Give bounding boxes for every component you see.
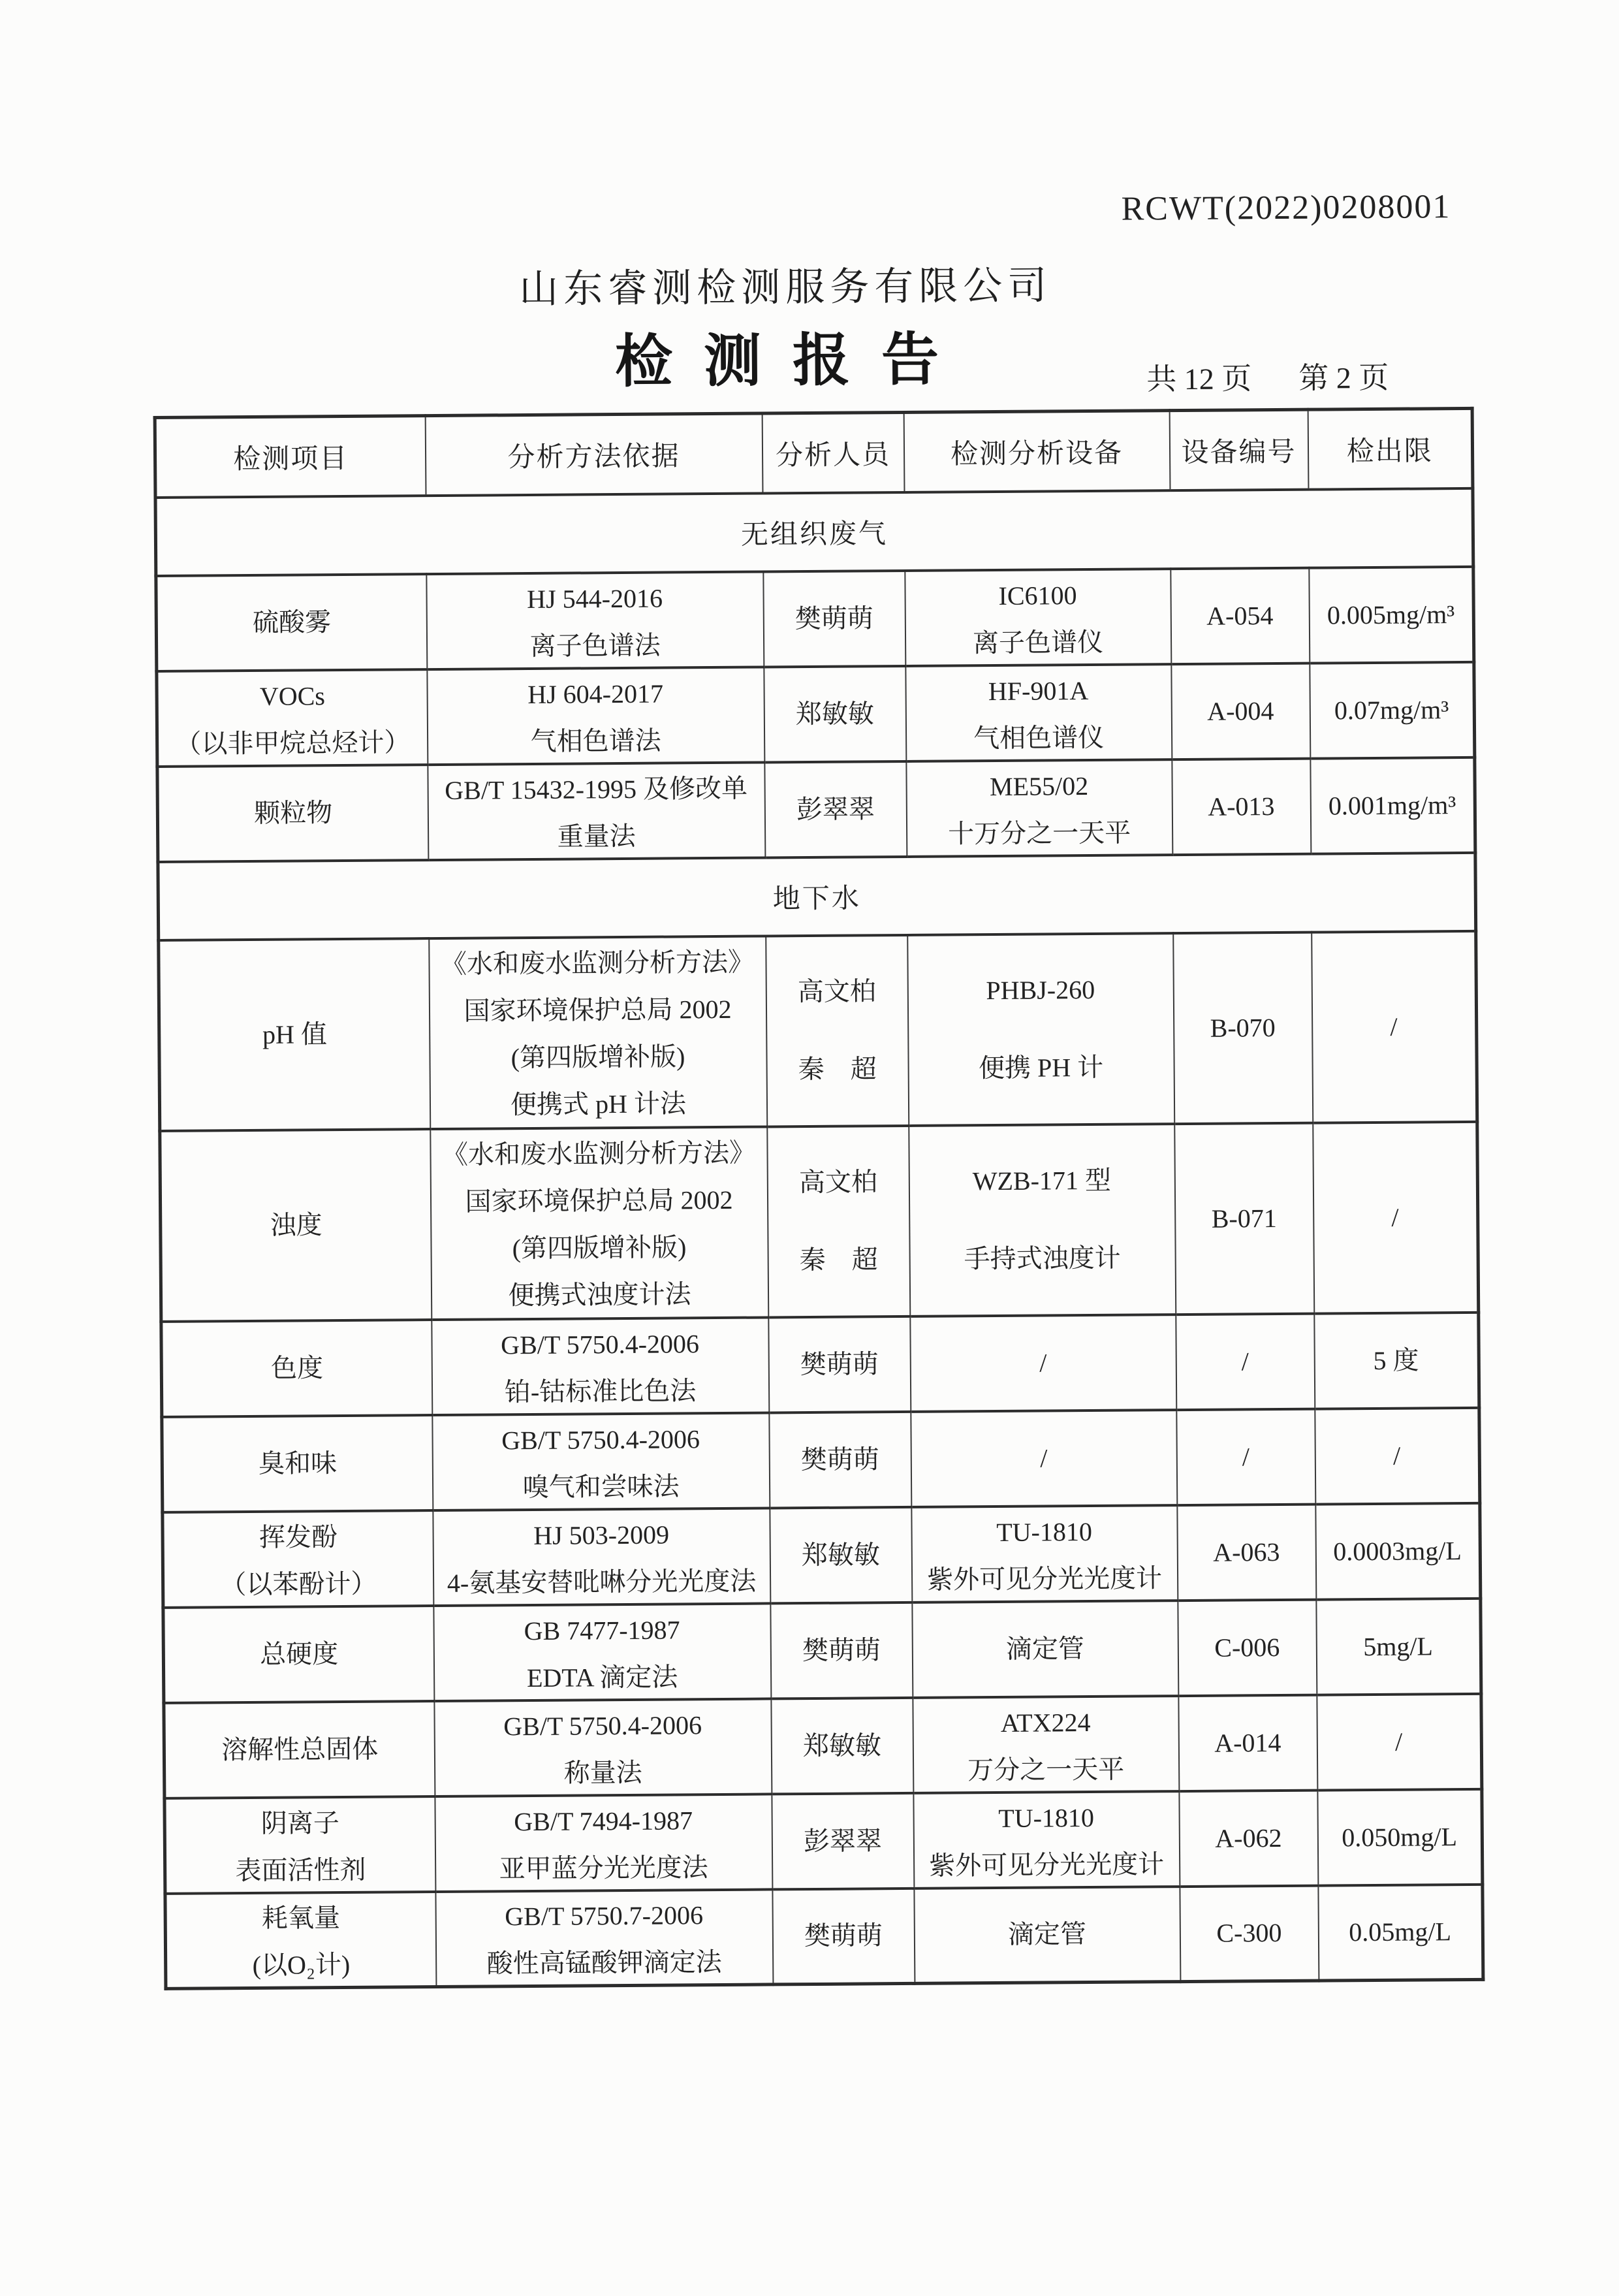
- cell-method: [435, 1889, 773, 1987]
- cell-method: [428, 762, 765, 860]
- cell-line: 彭翠翠: [803, 1825, 883, 1856]
- cell-equipment: [910, 1315, 1176, 1412]
- cell-line: （以非甲烷总烃计）: [175, 727, 411, 759]
- section-row: [155, 488, 1473, 575]
- section-row: [158, 852, 1476, 940]
- cell-line: 离子色谱仪: [972, 627, 1104, 658]
- cell-equipment: [913, 1791, 1180, 1889]
- cell-line: 郑敏敏: [802, 1730, 882, 1761]
- cell-method: [430, 1126, 768, 1320]
- cell-line: /: [1040, 1443, 1048, 1473]
- cell-line: TU-1810: [996, 1516, 1093, 1547]
- cell-line: 5 度: [1373, 1345, 1419, 1375]
- cell-line: 浊度: [270, 1209, 322, 1240]
- cell-analyst: [768, 1316, 911, 1412]
- cell-method: [429, 936, 767, 1129]
- cell-detection-limit: [1318, 1884, 1483, 1981]
- cell-item: [157, 765, 428, 862]
- pagination: [1146, 354, 1389, 399]
- cell-line: 阴离子: [260, 1808, 340, 1838]
- cell-equipment: [906, 759, 1172, 857]
- cell-equipment-no: [1174, 1123, 1314, 1314]
- header-cell-equipment: 检测分析设备: [904, 411, 1170, 492]
- header-cell-equipment-no: 设备编号: [1169, 409, 1308, 490]
- cell-line: 耗氧量: [261, 1903, 341, 1934]
- cell-line: ME55/02: [989, 771, 1089, 801]
- cell-line: 郑敏敏: [795, 698, 874, 729]
- cell-line: 樊萌萌: [800, 1444, 879, 1475]
- cell-detection-limit: [1317, 1693, 1482, 1790]
- cell-line: 秦 超: [799, 1245, 878, 1275]
- cell-analyst: [767, 1125, 910, 1317]
- cell-line: 紫外可见分光光度计: [928, 1849, 1165, 1881]
- cell-line: IC6100: [998, 580, 1077, 611]
- cell-detection-limit: [1309, 566, 1474, 663]
- cell-line: /: [1391, 1202, 1399, 1232]
- cell-line: 樊萌萌: [804, 1921, 883, 1951]
- header-cell-detection-limit: 检出限: [1308, 408, 1473, 489]
- cell-line: GB/T 5750.4-2006: [501, 1424, 700, 1455]
- cell-equipment: [905, 664, 1172, 761]
- cell-line: 臭和味: [258, 1448, 338, 1478]
- header-cell-item: 检测项目: [155, 416, 426, 498]
- cell-method: [427, 667, 764, 765]
- cell-line: 总硬度: [259, 1638, 339, 1669]
- cell-analyst: [764, 761, 907, 857]
- cell-line: 国家环境保护总局 2002: [464, 994, 732, 1026]
- cell-line: 秦 超: [798, 1054, 877, 1084]
- cell-line: 颗粒物: [253, 797, 333, 828]
- cell-equipment: [911, 1410, 1177, 1507]
- report-table: [153, 407, 1485, 1990]
- table-row: [157, 662, 1475, 766]
- cell-line: C-006: [1214, 1632, 1280, 1663]
- cell-line: 滴定管: [1005, 1633, 1084, 1664]
- cell-equipment-no: [1172, 758, 1311, 854]
- cell-line: 0.07mg/m³: [1334, 694, 1449, 725]
- cell-equipment: [905, 569, 1171, 666]
- cell-item: [156, 574, 427, 671]
- section-label: 无组织废气: [155, 488, 1473, 575]
- cell-line: B-071: [1211, 1203, 1277, 1234]
- section-label: 地下水: [158, 852, 1476, 940]
- cell-line: 国家环境保护总局 2002: [465, 1185, 733, 1217]
- cell-line: 樊萌萌: [800, 1348, 879, 1379]
- cell-line: 铂-钴标准比色法: [504, 1375, 697, 1407]
- table-row: [164, 1693, 1482, 1798]
- cell-line: 溶解性总固体: [221, 1734, 379, 1764]
- table-header-row: [155, 408, 1473, 497]
- cell-item: [161, 1320, 432, 1417]
- cell-line: A-013: [1208, 791, 1275, 821]
- page-current: 第 2 页: [1298, 360, 1389, 395]
- cell-line: 0.001mg/m³: [1328, 789, 1456, 820]
- cell-analyst: [770, 1602, 913, 1698]
- cell-line: 高文柏: [797, 976, 876, 1007]
- table-row: [165, 1789, 1483, 1893]
- cell-line: HJ 503-2009: [533, 1520, 670, 1550]
- cell-method: [433, 1603, 771, 1701]
- cell-equipment-no: [1180, 1885, 1319, 1981]
- table-row: [165, 1884, 1483, 1988]
- table-row: [162, 1407, 1480, 1512]
- cell-equipment: [913, 1696, 1179, 1793]
- cell-line: /: [1242, 1441, 1250, 1471]
- header-cell-method: 分析方法依据: [425, 413, 762, 496]
- cell-analyst: [766, 934, 909, 1126]
- cell-line: 便携式浊度计法: [508, 1279, 691, 1310]
- cell-line: 樊萌萌: [802, 1634, 881, 1665]
- cell-equipment-no: [1173, 932, 1313, 1123]
- cell-analyst: [764, 665, 906, 762]
- table-row: [161, 1312, 1479, 1416]
- cell-line: 亚甲蓝分光光度法: [499, 1852, 708, 1883]
- cell-line: A-004: [1207, 695, 1274, 726]
- cell-line: 《水和废水监测分析方法》: [441, 1138, 756, 1170]
- cell-equipment-no: [1171, 663, 1310, 759]
- cell-line: /: [1039, 1347, 1047, 1378]
- cell-line: /: [1392, 1441, 1401, 1471]
- cell-line: GB/T 5750.4-2006: [501, 1328, 700, 1360]
- cell-line: GB 7477-1987: [524, 1614, 680, 1646]
- cell-item: [162, 1415, 433, 1512]
- header-cell-analyst: 分析人员: [762, 412, 904, 493]
- cell-line: C-300: [1216, 1918, 1282, 1948]
- cell-line: EDTA 滴定法: [526, 1661, 678, 1693]
- cell-method: [434, 1698, 772, 1796]
- cell-line: 0.005mg/m³: [1327, 599, 1455, 630]
- cell-method: [435, 1794, 772, 1892]
- cell-detection-limit: [1314, 1312, 1479, 1409]
- cell-method: [432, 1317, 769, 1415]
- cell-method: [432, 1412, 770, 1510]
- cell-line: 便携 PH 计: [978, 1052, 1104, 1083]
- cell-line: 嗅气和尝味法: [522, 1471, 680, 1502]
- cell-equipment-no: [1177, 1504, 1316, 1600]
- cell-equipment: [907, 933, 1174, 1126]
- cell-equipment: [914, 1887, 1180, 1984]
- cell-equipment-no: [1176, 1409, 1315, 1505]
- cell-equipment-no: [1171, 567, 1310, 663]
- cell-line: 十万分之一天平: [947, 818, 1131, 849]
- cell-line: VOCs: [259, 680, 326, 711]
- cell-detection-limit: [1310, 757, 1475, 853]
- cell-detection-limit: [1312, 931, 1477, 1123]
- cell-line: GB/T 7494-1987: [514, 1805, 693, 1836]
- cell-line: 彭翠翠: [796, 793, 875, 824]
- cell-line: 便携式 pH 计法: [510, 1088, 687, 1119]
- cell-line: 挥发酚: [259, 1522, 338, 1552]
- cell-line: 0.05mg/L: [1349, 1917, 1452, 1947]
- cell-line: (第四版增补版): [511, 1041, 685, 1072]
- cell-line: 气相色谱仪: [973, 722, 1105, 753]
- cell-line: 色度: [270, 1352, 324, 1383]
- table-row: [159, 931, 1477, 1130]
- table-row: [156, 566, 1474, 671]
- cell-line: 万分之一天平: [967, 1754, 1125, 1785]
- cell-line: 气相色谱法: [530, 725, 661, 756]
- cell-equipment: [911, 1505, 1178, 1602]
- table-row: [157, 757, 1475, 861]
- cell-line: HF-901A: [988, 675, 1089, 706]
- cell-line: WZB-171 型: [972, 1165, 1112, 1196]
- company-name: 山东睿测检测服务有限公司: [519, 264, 1052, 311]
- cell-line: 紫外可见分光光度计: [926, 1563, 1163, 1595]
- cell-line: (以O₂计): [252, 1950, 351, 1981]
- cell-line: /: [1390, 1012, 1398, 1042]
- cell-item: [163, 1606, 434, 1703]
- cell-line: /: [1394, 1727, 1403, 1757]
- cell-analyst: [770, 1507, 912, 1603]
- cell-item: [165, 1796, 435, 1894]
- cell-line: 《水和废水监测分析方法》: [440, 947, 755, 979]
- cell-equipment-no: [1178, 1695, 1317, 1791]
- cell-item: [163, 1510, 433, 1608]
- cell-line: HJ 544-2016: [527, 583, 663, 614]
- cell-line: 表面活性剂: [235, 1855, 366, 1885]
- cell-equipment-no: [1176, 1313, 1315, 1409]
- cell-item: [157, 669, 428, 767]
- cell-line: (第四版增补版): [512, 1232, 687, 1263]
- cell-detection-limit: [1313, 1121, 1479, 1313]
- cell-line: 高文柏: [798, 1167, 878, 1198]
- cell-line: 滴定管: [1007, 1919, 1087, 1950]
- cell-line: 称量法: [563, 1757, 642, 1788]
- report-number: RCWT(2022)0208001: [1121, 188, 1451, 228]
- cell-equipment: [909, 1124, 1176, 1316]
- cell-item: [165, 1892, 436, 1989]
- cell-line: A-014: [1214, 1727, 1281, 1758]
- cell-line: B-070: [1210, 1012, 1276, 1043]
- cell-detection-limit: [1315, 1407, 1480, 1504]
- cell-method: [433, 1508, 770, 1606]
- table-row: [163, 1598, 1481, 1702]
- cell-line: （以苯酚计）: [220, 1569, 377, 1599]
- cell-line: GB/T 5750.7-2006: [505, 1900, 704, 1932]
- cell-item: [164, 1701, 435, 1798]
- cell-line: ATX224: [1000, 1707, 1091, 1738]
- cell-line: pH 值: [262, 1019, 328, 1049]
- cell-line: 重量法: [557, 821, 636, 852]
- cell-line: A-054: [1206, 600, 1274, 631]
- report-title: 检测报告: [614, 328, 971, 395]
- cell-line: 离子色谱法: [529, 630, 661, 661]
- cell-analyst: [771, 1697, 913, 1794]
- cell-line: HJ 604-2017: [527, 678, 664, 709]
- cell-line: /: [1241, 1346, 1249, 1376]
- cell-item: [159, 938, 430, 1131]
- cell-line: A-062: [1215, 1823, 1282, 1853]
- table-row: [163, 1503, 1481, 1607]
- cell-line: GB/T 15432-1995 及修改单: [445, 773, 748, 805]
- cell-line: 5mg/L: [1363, 1631, 1434, 1661]
- cell-line: TU-1810: [998, 1802, 1095, 1833]
- cell-analyst: [769, 1411, 911, 1508]
- cell-line: 酸性高锰酸钾滴定法: [486, 1947, 722, 1979]
- cell-line: 4-氨基安替吡啉分光光度法: [447, 1566, 757, 1598]
- cell-line: 硫酸雾: [252, 607, 332, 637]
- cell-equipment-no: [1178, 1599, 1317, 1695]
- cell-line: PHBJ-260: [986, 975, 1095, 1006]
- cell-line: 郑敏敏: [801, 1539, 880, 1570]
- table-row: [160, 1121, 1479, 1321]
- cell-analyst: [772, 1793, 914, 1889]
- cell-analyst: [772, 1888, 915, 1985]
- cell-detection-limit: [1317, 1789, 1483, 1885]
- cell-line: 手持式浊度计: [964, 1243, 1121, 1274]
- cell-detection-limit: [1316, 1598, 1481, 1695]
- cell-line: 0.050mg/L: [1342, 1821, 1458, 1852]
- cell-analyst: [763, 570, 905, 667]
- cell-method: [426, 571, 764, 669]
- cell-equipment-no: [1179, 1790, 1318, 1886]
- cell-line: A-063: [1213, 1537, 1280, 1567]
- cell-line: 樊萌萌: [794, 603, 873, 633]
- cell-item: [160, 1129, 432, 1322]
- cell-detection-limit: [1310, 662, 1475, 758]
- cell-detection-limit: [1315, 1503, 1481, 1599]
- cell-line: 0.0003mg/L: [1333, 1535, 1462, 1566]
- page-total: 共 12 页: [1146, 362, 1252, 396]
- cell-line: GB/T 5750.4-2006: [503, 1710, 702, 1741]
- cell-equipment: [912, 1601, 1178, 1698]
